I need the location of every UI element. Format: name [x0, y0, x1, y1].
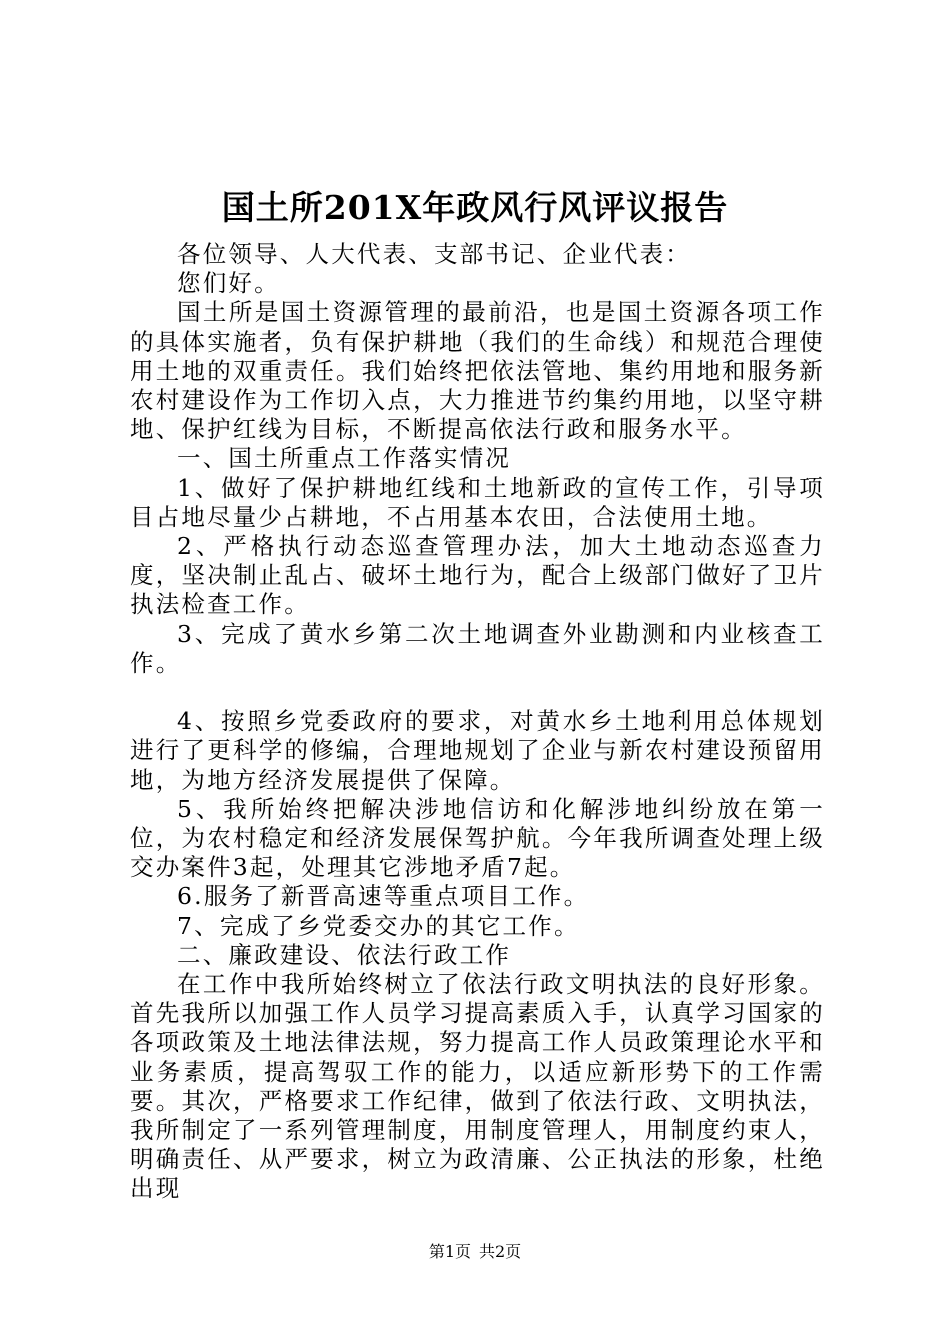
item-4: 4、按照乡党委政府的要求，对黄水乡土地利用总体规划进行了更科学的修编，合理地规划了企业与新农村建设预留用地，为地方经济发展提供了保障。	[130, 707, 825, 794]
section-heading-1: 一、国土所重点工作落实情况	[177, 444, 512, 473]
blank-line	[130, 678, 825, 707]
intro-paragraph: 国土所是国土资源管理的最前沿，也是国土资源各项工作的具体实施者，负有保护耕地（我们的生命线）和规范合理使用土地的双重责任。我们始终把依法管地、集约用地和服务新农村建设作为工作切入点，大力推进节约集约用地，以坚守耕地、保护红线为目标，不断提高依法行政和服务水平。	[130, 298, 825, 444]
document-title: 国土所201X年政风行风评议报告	[221, 188, 729, 227]
item-1: 1、做好了保护耕地红线和土地新政的宣传工作，引导项目占地尽量少占耕地，不占用基本农田，合法使用土地。	[130, 473, 825, 531]
greeting: 您们好。	[177, 269, 280, 298]
document-body	[130, 240, 825, 1204]
item-5: 5、我所始终把解决涉地信访和化解涉地纠纷放在第一位，为农村稳定和经济发展保驾护航。今年我所调查处理上级交办案件3起，处理其它涉地矛盾7起。	[130, 794, 825, 882]
section-heading-2: 二、廉政建设、依法行政工作	[177, 940, 512, 969]
item-2: 2、严格执行动态巡查管理办法，加大土地动态巡查力度，坚决制止乱占、破坏土地行为，配合上级部门做好了卫片执法检查工作。	[130, 532, 825, 619]
section-2-paragraph: 在工作中我所始终树立了依法行政文明执法的良好形象。首先我所以加强工作人员学习提高素质入手，认真学习国家的各项政策及土地法律法规，努力提高工作人员政策理论水平和业务素质，提高驾驭工作的能力，以适应新形势下的工作需要。其次，严格要求工作纪律，做到了依法行政、文明执法，我所制定了一系列管理制度，用制度管理人，用制度约束人，明确责任、从严要求，树立为政清廉、公正执法的形象，杜绝出现	[130, 970, 825, 1203]
item-3: 3、完成了黄水乡第二次土地调查外业勘测和内业核查工作。	[130, 619, 825, 677]
item-7: 7、完成了乡党委交办的其它工作。	[177, 911, 580, 940]
page-number: 第1页	[428, 1242, 471, 1261]
page-footer	[0, 1242, 950, 1262]
item-6: 6.服务了新晋高速等重点项目工作。	[177, 882, 590, 911]
salutation: 各位领导、人大代表、支部书记、企业代表：	[177, 240, 691, 268]
page-total: 共2页	[479, 1242, 522, 1261]
